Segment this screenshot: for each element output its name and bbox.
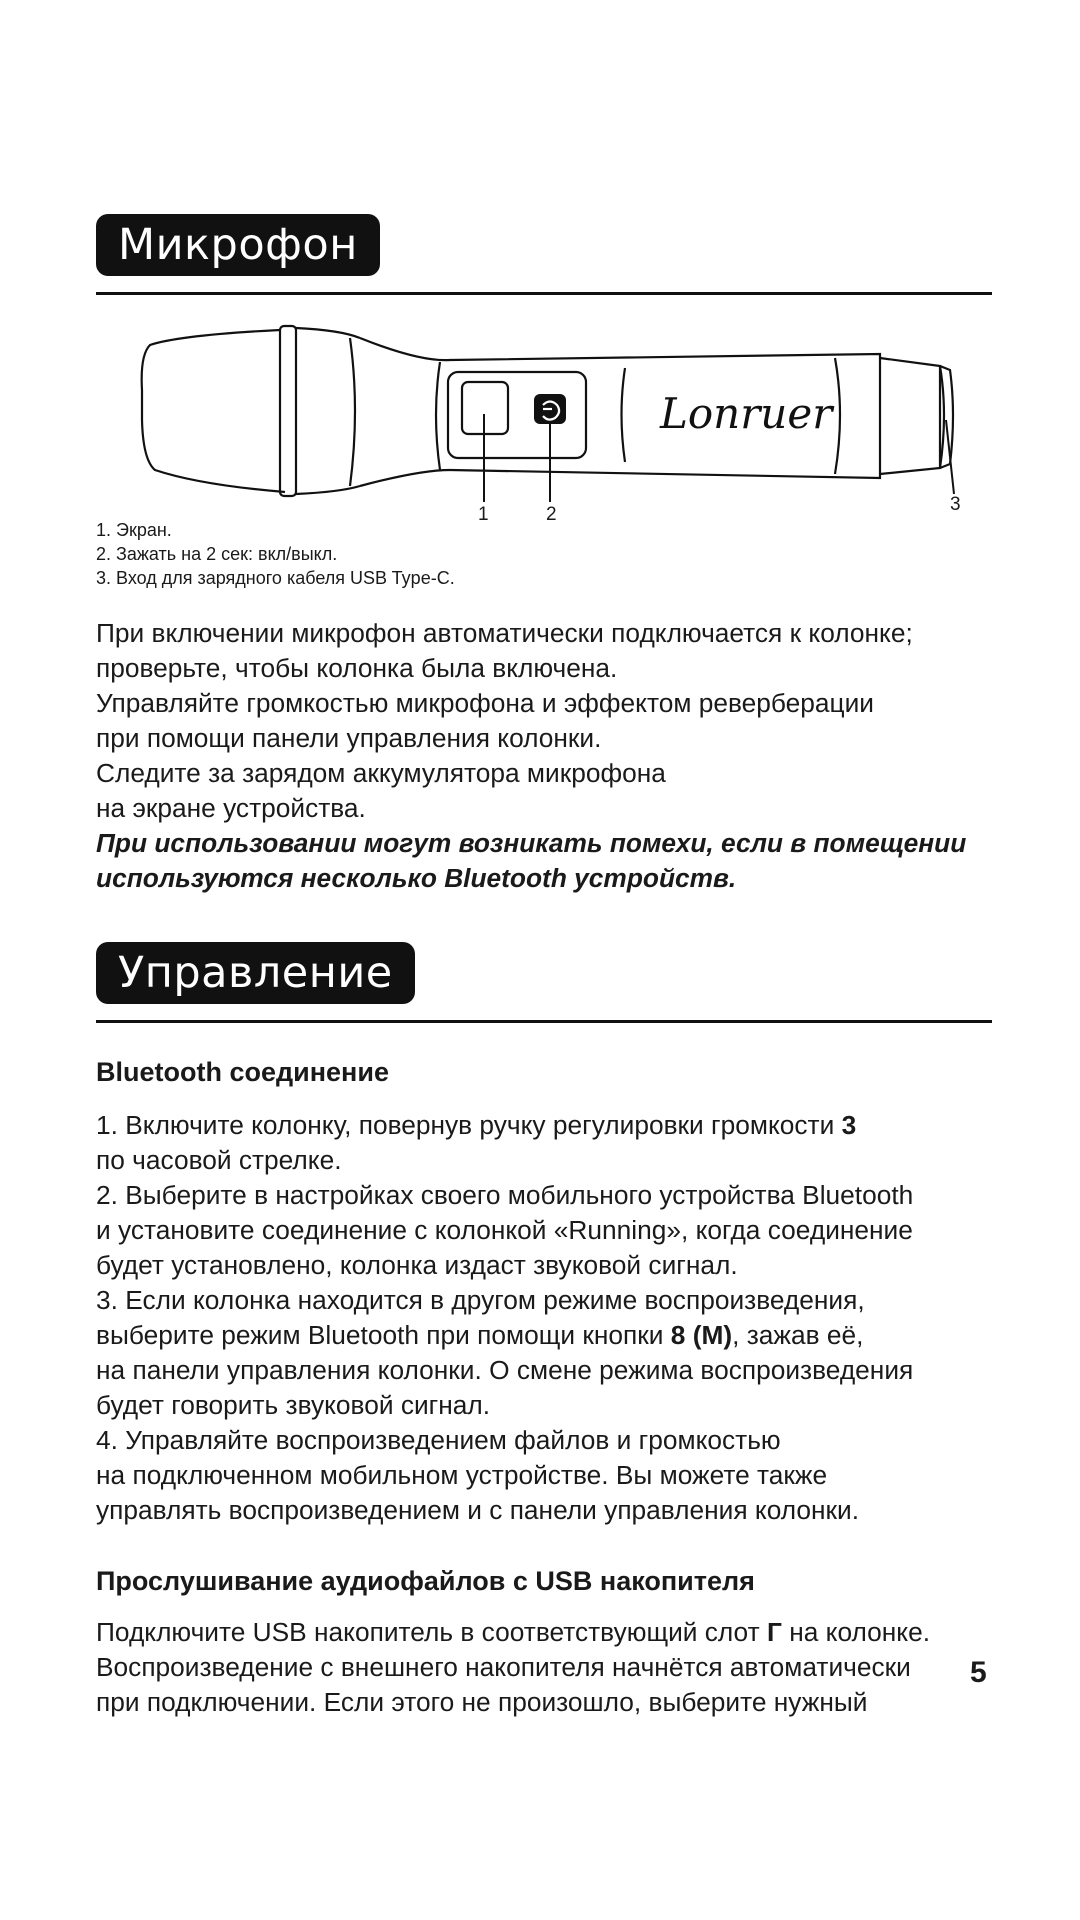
text-line: будет говорить звуковой сигнал. [96,1390,491,1420]
microphone-description [96,616,996,896]
section-title-control: Управление [96,942,415,1004]
text-line: при подключении. Если этого не произошло, выберите нужный [96,1687,868,1717]
caption-list [96,518,455,590]
text-line: 1. Включите колонку, повернув ручку регулировки громкости 3 [96,1110,857,1140]
callout-1: 1 [478,504,489,525]
warning-line: При использовании могут возникать помехи, если в помещении [96,828,967,858]
section-divider [96,1020,992,1023]
text-line: Следите за зарядом аккумулятора микрофона [96,758,666,788]
microphone-illustration [0,310,1080,530]
text-line: Воспроизведение с внешнего накопителя начнётся автоматически [96,1652,911,1682]
caption-item: 2. Зажать на 2 сек: вкл/выкл. [96,544,338,564]
text-line: 2. Выберите в настройках своего мобильного устройства Bluetooth [96,1180,914,1210]
callout-2: 2 [546,504,557,525]
text-line: управлять воспроизведением и с панели управления колонки. [96,1495,860,1525]
brand-logo: Lonruer [660,389,833,438]
subheading-usb: Прослушивание аудиофайлов с USB накопителя [96,1566,755,1596]
section-title-microphone: Микрофон [96,214,380,276]
callout-3: 3 [950,494,961,515]
bluetooth-steps [96,1108,996,1528]
text-line: При включении микрофон автоматически подключается к колонке; [96,618,913,648]
page-number: 5 [970,1656,987,1689]
text-line: на экране устройства. [96,793,366,823]
text-line: на панели управления колонки. О смене режима воспроизведения [96,1355,914,1385]
text-line: Подключите USB накопитель в соответствующий слот Г на колонке. [96,1617,931,1647]
text-line: проверьте, чтобы колонка была включена. [96,653,618,683]
section-divider [96,292,992,295]
text-line: при помощи панели управления колонки. [96,723,602,753]
text-line: будет установлено, колонка издаст звуковой сигнал. [96,1250,738,1280]
usb-paragraph [96,1615,996,1720]
subheading-bluetooth: Bluetooth соединение [96,1057,389,1087]
caption-item: 3. Вход для зарядного кабеля USB Type-C. [96,568,455,588]
caption-item: 1. Экран. [96,520,172,540]
text-line: Управляйте громкостью микрофона и эффектом реверберации [96,688,874,718]
text-line: и установите соединение с колонкой «Running», когда соединение [96,1215,913,1245]
text-line: выберите режим Bluetooth при помощи кнопки 8 (М), зажав её, [96,1320,864,1350]
text-line: по часовой стрелке. [96,1145,342,1175]
text-line: 3. Если колонка находится в другом режиме воспроизведения, [96,1285,865,1315]
text-line: на подключенном мобильном устройстве. Вы можете также [96,1460,828,1490]
warning-line: используются несколько Bluetooth устройств. [96,863,737,893]
text-line: 4. Управляйте воспроизведением файлов и громкостью [96,1425,781,1455]
